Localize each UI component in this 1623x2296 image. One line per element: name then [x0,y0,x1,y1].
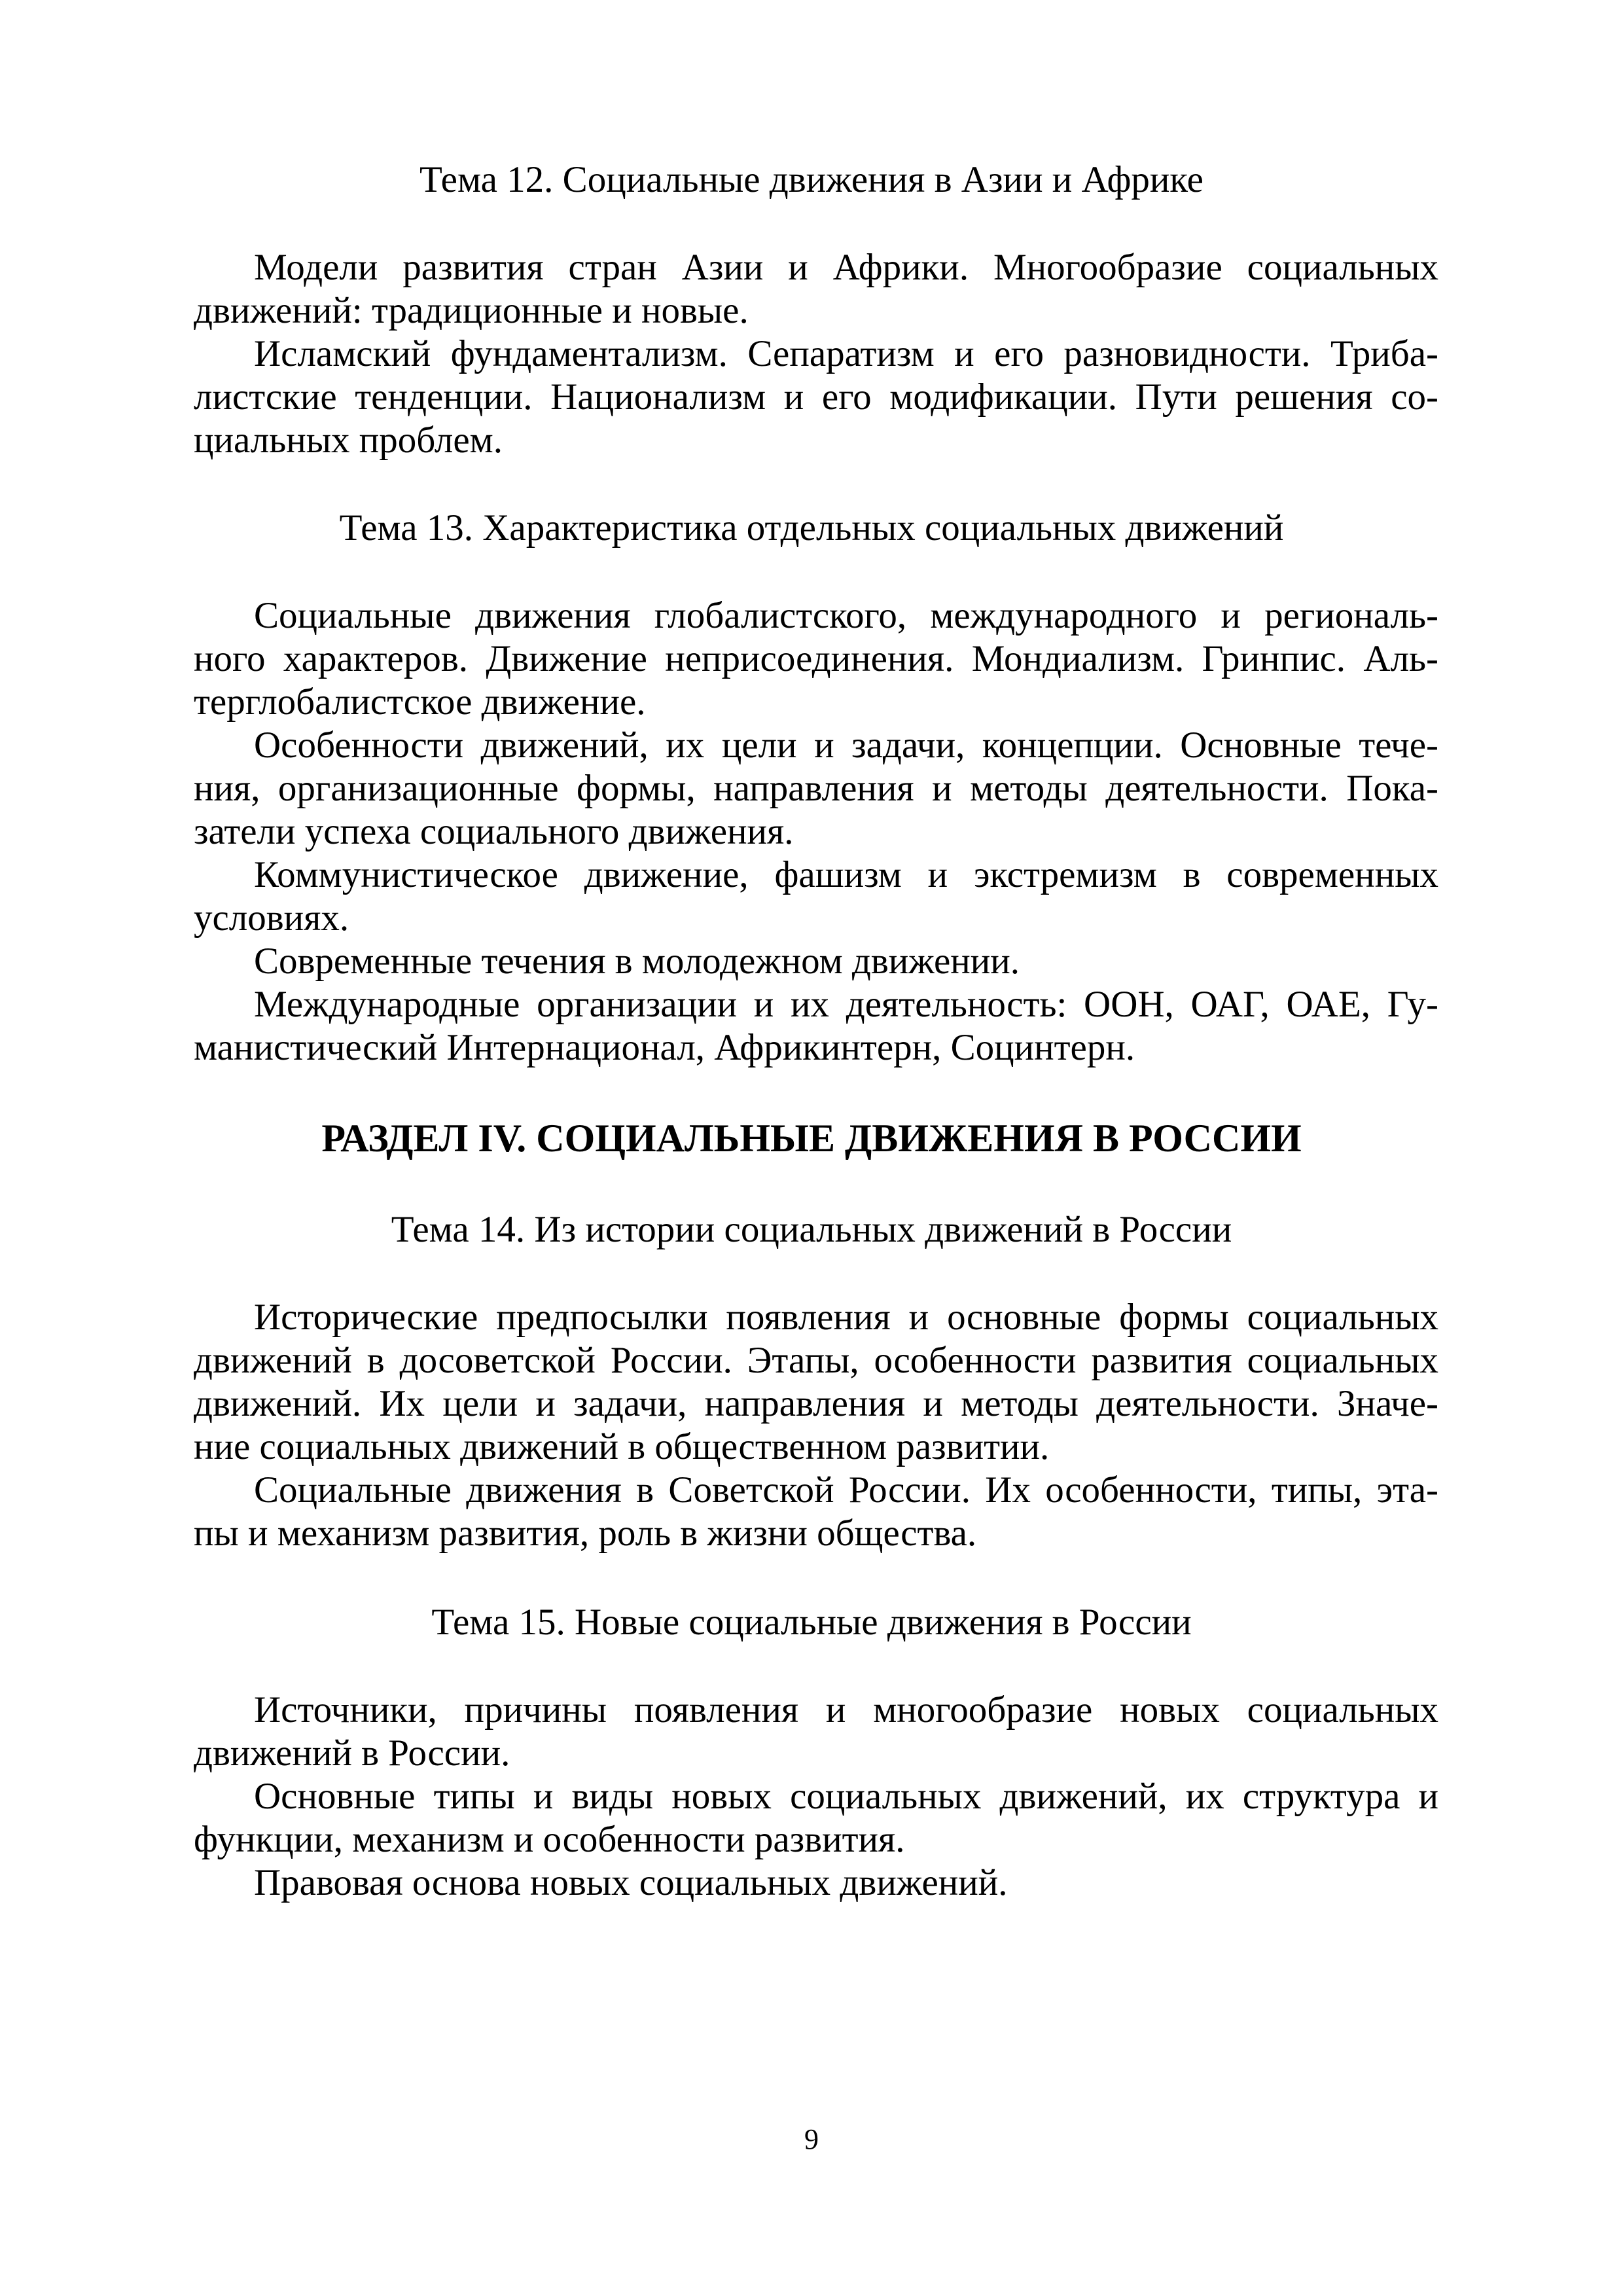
topic-12-line-3: Исламский фундаментализм. Сепаратизм и его разновидности. Триба- [254,333,1438,374]
topic-13-line-8: условиях. [194,897,349,939]
topic-12-line-4: листские тенденции. Национализм и его модификации. Пути решения со- [194,376,1438,418]
topic-14-line-4: ние социальных движений в общественном развитии. [194,1426,1050,1467]
topic-13-line-10: Международные организации и их деятельность: ООН, ОАГ, ОАЕ, Гу- [254,984,1438,1025]
topic-13-line-4: Особенности движений, их цели и задачи, концепции. Основные тече- [254,725,1438,766]
topic-13-line-9: Современные течения в молодежном движении. [254,941,1020,982]
topic-14-line-2: движений в досоветской России. Этапы, особенности развития социальных [194,1340,1438,1381]
topic-13-line-7: Коммунистическое движение, фашизм и экстремизм в современных [254,854,1438,895]
topic-15-line-5: Правовая основа новых социальных движений. [254,1862,1008,1903]
topic-14-line-6: пы и механизм развития, роль в жизни общества. [194,1513,977,1554]
topic-13-line-6: затели успеха социального движения. [194,811,794,852]
topic-12-line-2: движений: традиционные и новые. [194,290,749,331]
topic-14-title: Тема 14. Из истории социальных движений в России [391,1209,1232,1250]
topic-12-line-5: циальных проблем. [194,420,503,461]
topic-13-line-5: ния, организационные формы, направления и методы деятельности. Пока- [194,768,1438,809]
topic-13-line-2: ного характеров. Движение неприсоединения. Мондиализм. Гринпис. Аль- [194,638,1438,679]
topic-15-line-4: функции, механизм и особенности развития. [194,1819,905,1860]
topic-12-line-1: Модели развития стран Азии и Африки. Многообразие социальных [254,247,1438,288]
topic-14-line-1: Исторические предпосылки появления и основные формы социальных [254,1297,1438,1338]
topic-12-title: Тема 12. Социальные движения в Азии и Африке [419,159,1204,200]
topic-13-line-1: Социальные движения глобалистского, международного и региональ- [254,595,1438,636]
topic-15-title: Тема 15. Новые социальные движения в России [431,1602,1192,1643]
topic-13-line-3: терглобалистское движение. [194,681,646,723]
topic-13-line-11: манистический Интернационал, Африкинтерн, Социнтерн. [194,1027,1135,1068]
page-number: 9 [804,2123,819,2155]
topic-15-line-3: Основные типы и виды новых социальных движений, их структура и [254,1776,1438,1817]
section-4-heading: РАЗДЕЛ IV. СОЦИАЛЬНЫЕ ДВИЖЕНИЯ В РОССИИ [321,1117,1302,1160]
topic-15-line-1: Источники, причины появления и многообразие новых социальных [254,1689,1438,1731]
topic-15-line-2: движений в России. [194,1732,510,1774]
topic-14-line-5: Социальные движения в Советской России. Их особенности, типы, эта- [254,1469,1438,1511]
topic-13-title: Тема 13. Характеристика отдельных социальных движений [339,507,1284,548]
topic-14-line-3: движений. Их цели и задачи, направления и методы деятельности. Значе- [194,1383,1438,1424]
